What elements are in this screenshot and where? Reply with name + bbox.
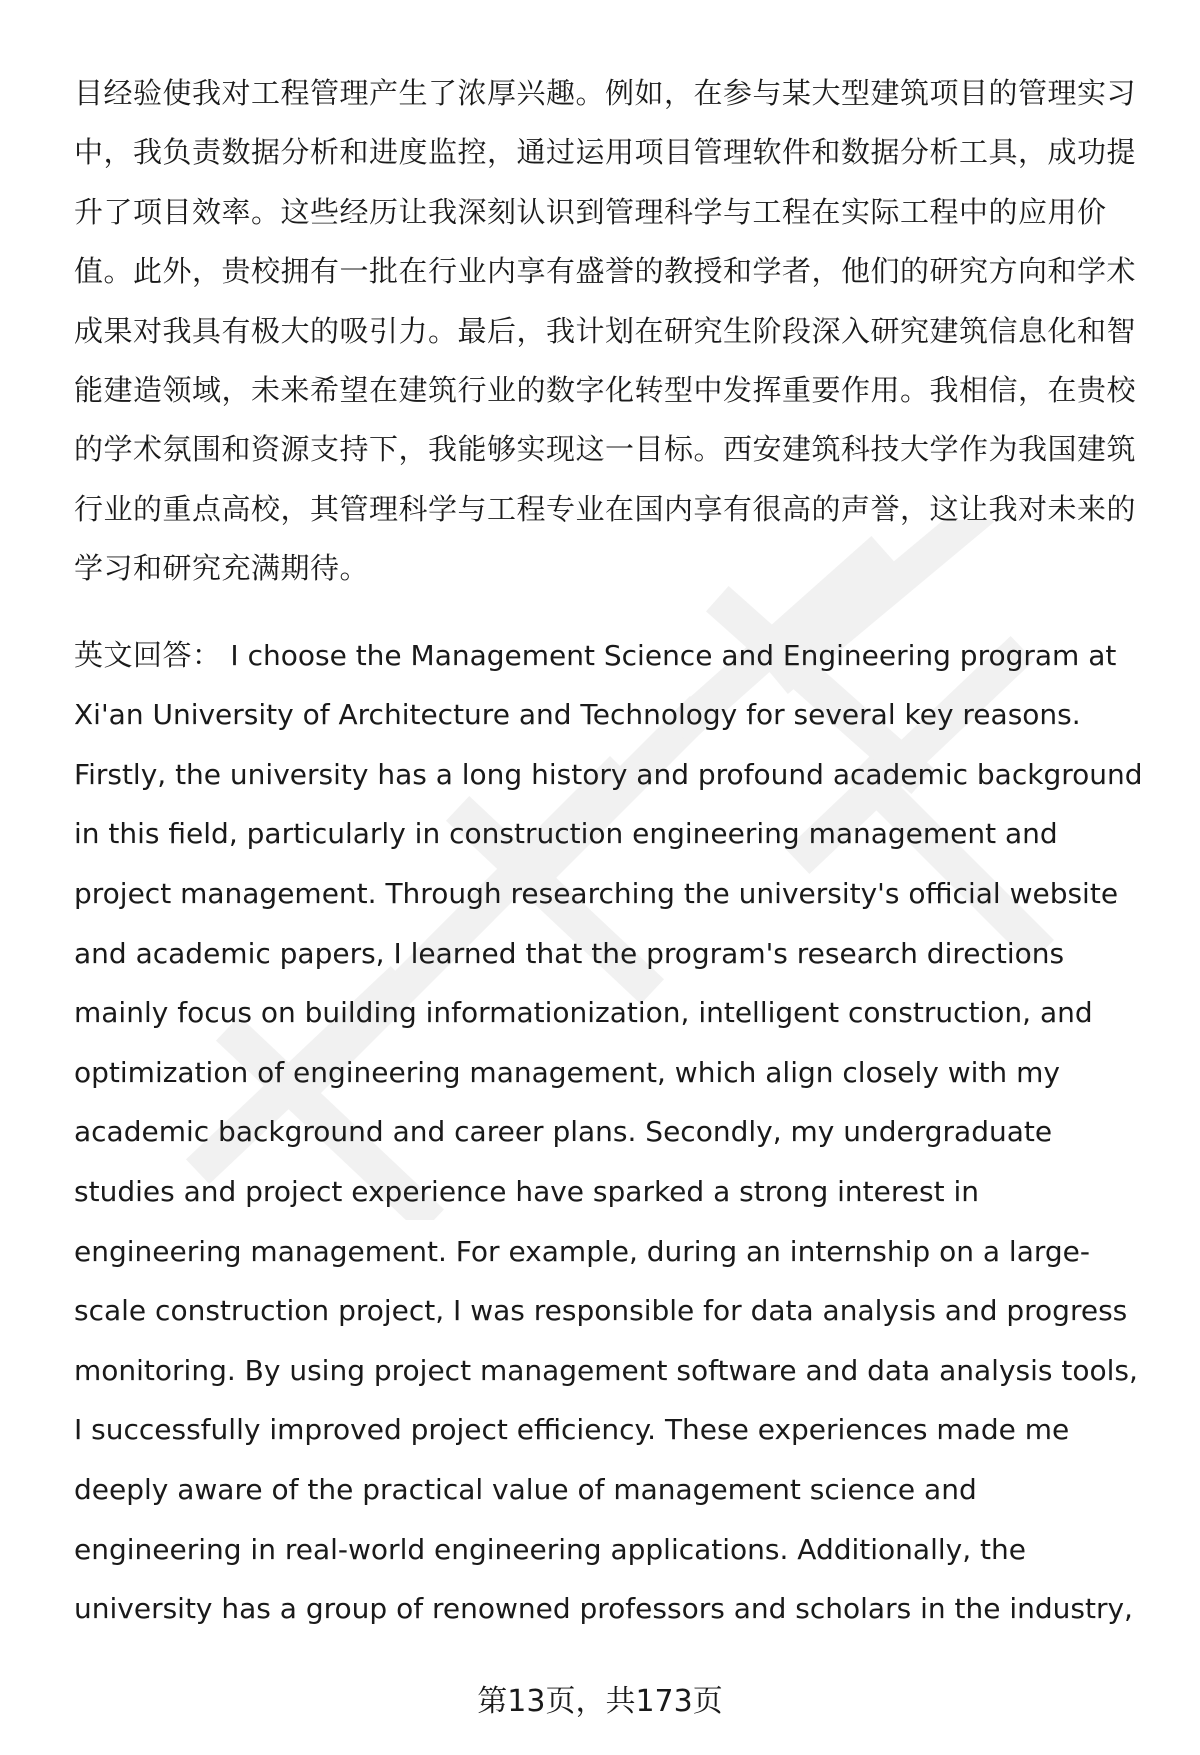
english-answer-paragraph [74, 626, 1154, 1639]
text-line: in this field, particularly in construction engineering management and [74, 817, 1058, 851]
text-line: 的学术氛围和资源支持下，我能够实现这一目标。西安建筑科技大学作为我国建筑 [74, 432, 1137, 467]
text-line: academic background and career plans. Secondly, my undergraduate [74, 1115, 1053, 1149]
text-line: 成果对我具有极大的吸引力。最后，我计划在研究生阶段深入研究建筑信息化和智 [74, 313, 1137, 348]
text-line: and academic papers, I learned that the program's research directions [74, 936, 1065, 970]
text-line: 值。此外，贵校拥有一批在行业内享有盛誉的教授和学者，他们的研究方向和学术 [74, 254, 1137, 289]
chinese-paragraph [74, 64, 1154, 599]
text-line: 中，我负责数据分析和进度监控，通过运用项目管理软件和数据分析工具，成功提 [74, 135, 1137, 170]
text-line: university has a group of renowned professors and scholars in the industry, [74, 1592, 1133, 1626]
text-line: I successfully improved project efficiency. These experiences made me [74, 1413, 1070, 1447]
text-line: 目经验使我对工程管理产生了浓厚兴趣。例如，在参与某大型建筑项目的管理实习 [74, 76, 1137, 110]
text-line: deeply aware of the practical value of management science and [74, 1472, 977, 1506]
english-answer-label: 英文回答： [74, 637, 222, 672]
page-content [74, 64, 1154, 1639]
text-line [74, 626, 1154, 686]
text-line: optimization of engineering management, which align closely with my [74, 1055, 1060, 1089]
text-line: 能建造领域，未来希望在建筑行业的数字化转型中发挥重要作用。我相信，在贵校 [74, 373, 1137, 408]
text-line: Firstly, the university has a long history and profound academic background [74, 757, 1143, 791]
text-line: 行业的重点高校，其管理科学与工程专业在国内享有很高的声誉，这让我对未来的 [74, 491, 1137, 526]
text-line: scale construction project, I was responsible for data analysis and progress [74, 1294, 1128, 1328]
text-line: engineering management. For example, during an internship on a large- [74, 1234, 1090, 1268]
text-line: Xi'an University of Architecture and Technology for several key reasons. [74, 698, 1081, 732]
english-first-line: I choose the Management Science and Engineering program at [221, 638, 1117, 672]
text-line: engineering in real-world engineering applications. Additionally, the [74, 1532, 1026, 1566]
page-number-footer: 第13页，共173页 [477, 1684, 723, 1719]
text-line: 升了项目效率。这些经历让我深刻认识到管理科学与工程在实际工程中的应用价 [74, 194, 1107, 229]
text-line: monitoring. By using project management software and data analysis tools, [74, 1353, 1138, 1387]
text-line: project management. Through researching the university's official website [74, 877, 1119, 911]
text-line: studies and project experience have sparked a strong interest in [74, 1175, 979, 1208]
text-line: mainly focus on building informationization, intelligent construction, and [74, 996, 1093, 1030]
text-line: 学习和研究充满期待。 [74, 551, 370, 586]
